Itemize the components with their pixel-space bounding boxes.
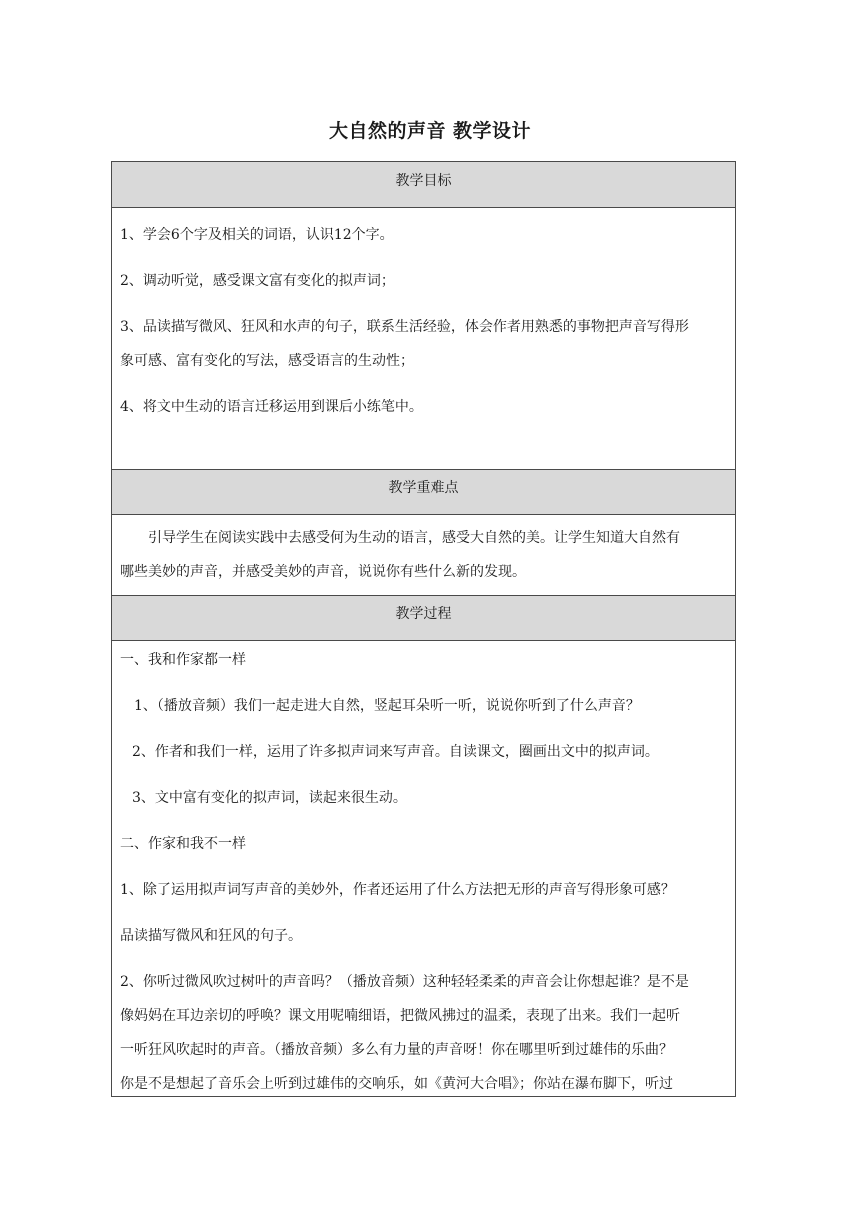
goal-item-3: 3、品读描写微风、狂风和水声的句子，联系生活经验，体会作者用熟悉的事物把声音写得形 — [120, 319, 689, 335]
process-line-11: 你是不是想起了音乐会上听到过雄伟的交响乐，如《黄河大合唱》；你站在瀑布脚下，听过 — [120, 1076, 673, 1092]
process-header: 教学过程 — [112, 596, 735, 641]
process-line-2: 1、（播放音频）我们一起走进大自然，竖起耳朵听一听，说说你听到了什么声音？ — [134, 698, 640, 714]
process-line-3: 2、作者和我们一样，运用了许多拟声词来写声音。自读课文，圈画出文中的拟声词。 — [132, 744, 659, 760]
document-title: 大自然的声音 教学设计 — [328, 120, 532, 142]
goal-item-3-cont: 象可感、富有变化的写法，感受语言的生动性； — [120, 353, 414, 369]
keypoints-line-1: 引导学生在阅读实践中去感受何为生动的语言，感受大自然的美。让学生知道大自然有 — [148, 530, 680, 546]
process-line-5: 二、作家和我不一样 — [120, 836, 246, 852]
goals-cell — [112, 208, 735, 470]
process-line-9: 像妈妈在耳边亲切的呼唤？课文用呢喃细语，把微风拂过的温柔，表现了出来。我们一起听 — [120, 1008, 680, 1024]
process-line-10: 一听狂风吹起时的声音。（播放音频）多么有力量的声音呀！你在哪里听到过雄伟的乐曲？ — [120, 1042, 673, 1058]
goal-item-4: 4、将文中生动的语言迁移运用到课后小练笔中。 — [120, 399, 423, 415]
process-line-7: 品读描写微风和狂风的句子。 — [120, 928, 302, 944]
process-line-8: 2、你听过微风吹过树叶的声音吗？（播放音频）这种轻轻柔柔的声音会让你想起谁？是不是 — [120, 974, 689, 990]
process-line-6: 1、除了运用拟声词写声音的美妙外，作者还运用了什么方法把无形的声音写得形象可感？ — [120, 882, 675, 898]
lesson-plan-table — [111, 161, 736, 1097]
keypoints-header: 教学重难点 — [112, 470, 735, 515]
process-line-4: 3、文中富有变化的拟声词，读起来很生动。 — [132, 790, 407, 806]
keypoints-line-2: 哪些美妙的声音，并感受美妙的声音，说说你有些什么新的发现。 — [120, 564, 526, 580]
goals-header: 教学目标 — [112, 162, 735, 208]
process-line-1: 一、我和作家都一样 — [120, 652, 246, 668]
goal-item-2: 2、调动听觉，感受课文富有变化的拟声词； — [120, 273, 395, 289]
keypoints-cell — [112, 515, 735, 596]
goal-item-1: 1、学会6个字及相关的词语，认识12个字。 — [120, 227, 394, 243]
process-cell — [112, 641, 735, 1096]
